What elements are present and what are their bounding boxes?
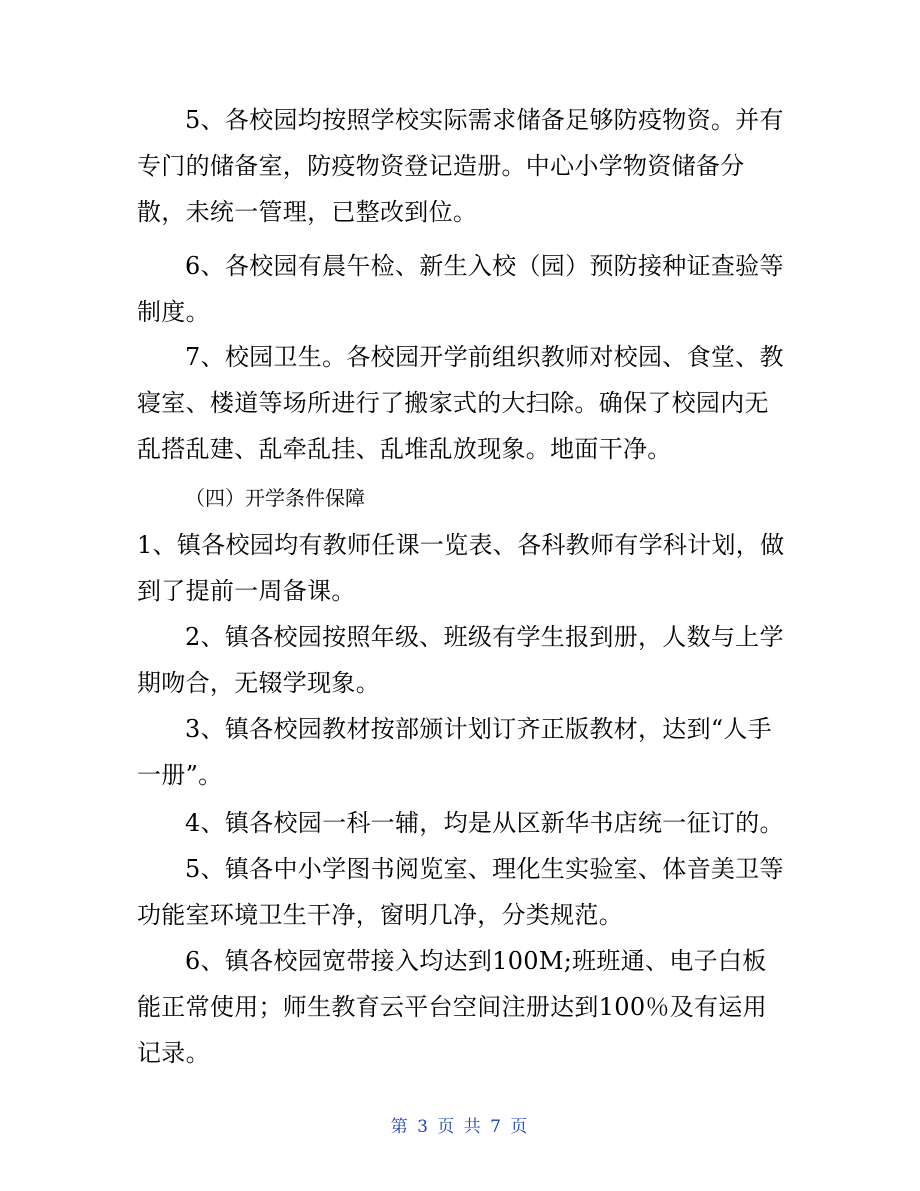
- paragraph-hygiene: 7、校园卫生。各校园开学前组织教师对校园、食堂、教寝室、楼道等场所进行了搬家式的大扫除。确保了校园内无乱搭乱建、乱牵乱挂、乱堆乱放现象。地面干净。: [137, 343, 784, 463]
- page-number-footer: 第 3 页 共 7 页: [390, 1117, 530, 1137]
- paragraph-broadband: 6、镇各校园宽带接入均达到100M;班班通、电子白板能正常使用；师生教育云平台空间注册达到100％及有运用记录。: [137, 947, 767, 1067]
- paragraph-teaching-plan: 1、镇各校园均有教师任课一览表、各科教师有学科计划，做到了提前一周备课。: [137, 531, 785, 605]
- paragraph-supplements: 4、镇各校园一科一辅，均是从区新华书店统一征订的。: [185, 809, 784, 837]
- paragraph-textbooks: 3、镇各校园教材按部颁计划订齐正版教材，达到“人手一册”。: [137, 715, 773, 789]
- paragraph-function-rooms: 5、镇各中小学图书阅览室、理化生实验室、体音美卫等功能室环境卫生干净，窗明几净，分类规范。: [137, 855, 784, 929]
- section-heading: （四）开学条件保障: [185, 486, 365, 510]
- paragraph-enrollment: 2、镇各校园按照年级、班级有学生报到册，人数与上学期吻合，无辍学现象。: [137, 623, 784, 697]
- paragraph-supplies: 5、各校园均按照学校实际需求储备足够防疫物资。并有专门的储备室，防疫物资登记造册。中心小学物资储备分散，未统一管理，已整改到位。: [137, 106, 784, 226]
- paragraph-health-check: 6、各校园有晨午检、新生入校（园）预防接种证查验等制度。: [137, 252, 784, 326]
